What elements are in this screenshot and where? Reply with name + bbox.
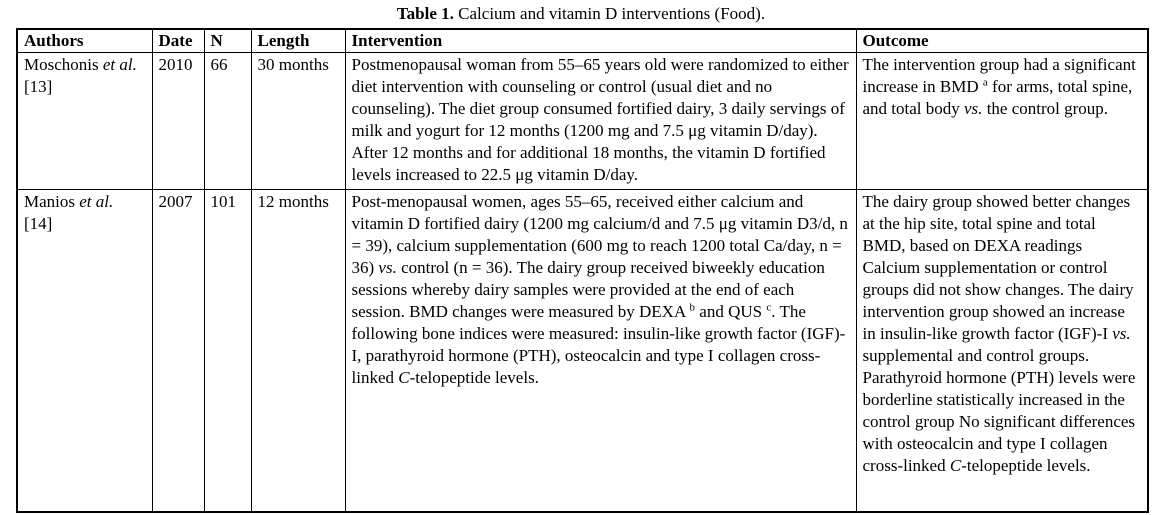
column-header-authors: Authors [17, 29, 152, 53]
table-header-row [17, 29, 1148, 53]
cell-date: 2007 [152, 190, 204, 512]
cell-n: 66 [204, 53, 251, 190]
cell-date: 2010 [152, 53, 204, 190]
cell-length: 12 months [251, 190, 345, 512]
cell-intervention: Post-menopausal women, ages 55–65, received either calcium and vitamin D fortified dairy (1200 mg calcium/d and 7.5 μg vitamin D3/d, n = 39), calcium supplementation (600 mg to reach 1200 total Ca/day, n = 36) vs. control (n = 36). The dairy group received biweekly education sessions whereby dairy samples were provided at the end of each session. BMD changes were measured by DEXA $^b$ and QUS $^c$. The following bone indices were measured: insulin-like growth factor (IGF)-I, parathyroid hormone (PTH), osteocalcin and type I collagen cross-linked C-telopeptide levels. [345, 190, 856, 512]
cell-authors: Moschonis et al. [13] [17, 53, 152, 190]
cell-intervention: Postmenopausal woman from 55–65 years old were randomized to either diet intervention with counseling or control (usual diet and no counseling). The diet group consumed fortified dairy, 3 daily servings of milk and yogurt for 12 months (1200 mg and 7.5 μg vitamin D/day). After 12 months and for additional 18 months, the vitamin D fortified levels increased to 22.5 μg vitamin D/day. [345, 53, 856, 190]
table-row [17, 53, 1148, 190]
table-caption-label: Table 1. [396, 4, 454, 23]
table-caption-text: Calcium and vitamin D interventions (Food). [453, 4, 766, 23]
table-caption [0, 0, 1162, 28]
cell-authors: Manios et al. [14] [17, 190, 152, 512]
cell-outcome: The intervention group had a significant increase in BMD $^a$ for arms, total spine, and total body vs. the control group. [856, 53, 1148, 190]
column-header-length: Length [251, 29, 345, 53]
cell-length: 30 months [251, 53, 345, 190]
column-header-outcome: Outcome [856, 29, 1148, 53]
column-header-n: N [204, 29, 251, 53]
header-row [17, 29, 1148, 53]
interventions-table [16, 28, 1149, 513]
column-header-date: Date [152, 29, 204, 53]
cell-outcome: The dairy group showed better changes at the hip site, total spine and total BMD, based on DEXA readings Calcium supplementation or control groups did not show changes. The dairy intervention group showed an increase in insulin-like growth factor (IGF)-I vs. supplemental and control groups. Parathyroid hormone (PTH) levels were borderline statistically increased in the control group No significant differences with osteocalcin and type I collagen cross-linked C-telopeptide levels. [856, 190, 1148, 512]
table-row [17, 190, 1148, 512]
column-header-intervention: Intervention [345, 29, 856, 53]
table-body [17, 53, 1148, 512]
cell-n: 101 [204, 190, 251, 512]
